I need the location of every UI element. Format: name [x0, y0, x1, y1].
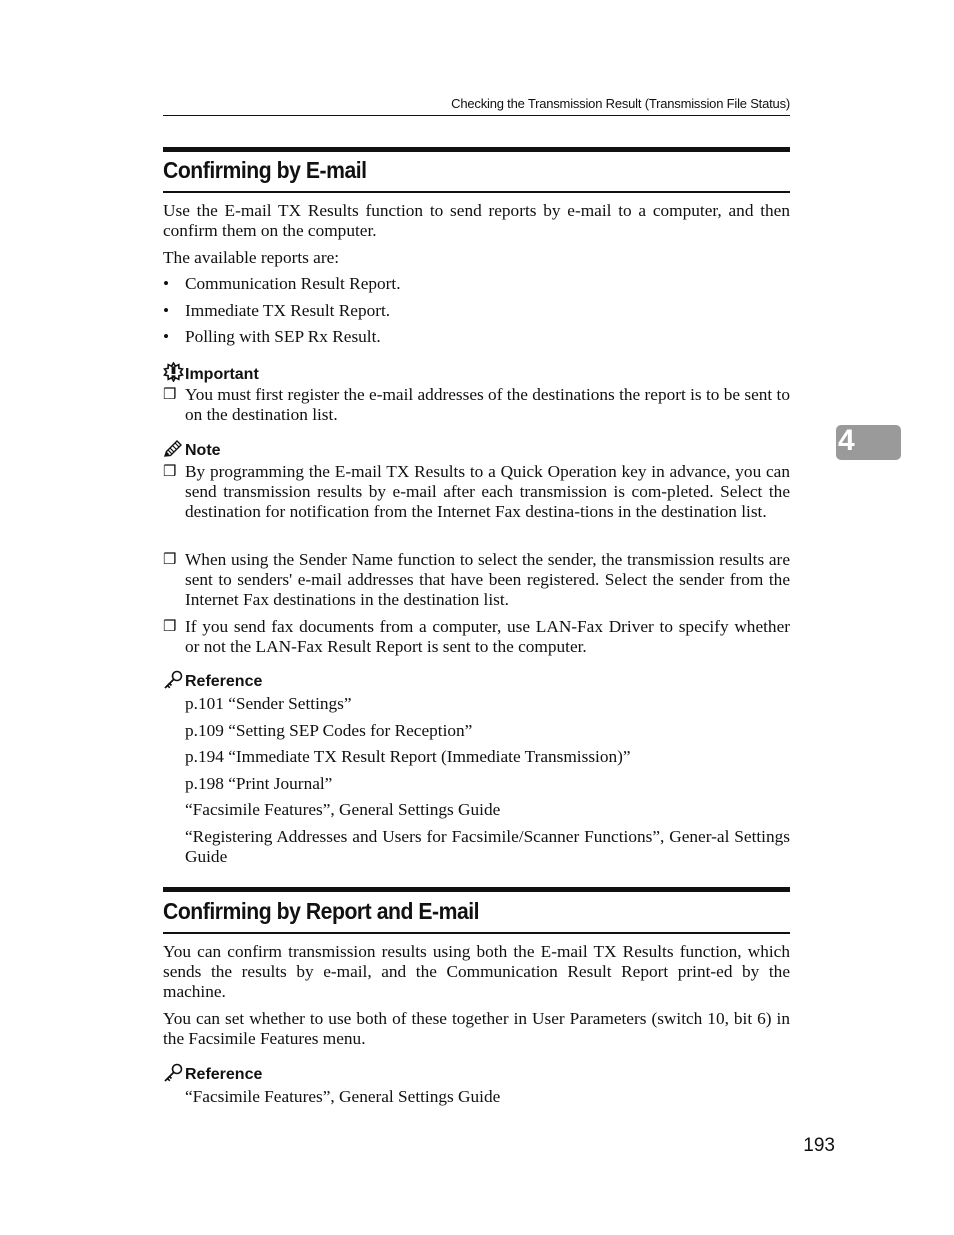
bullet-glyph: • — [163, 301, 170, 320]
note-item: When using the Sender Name function to select the sender, the transmission results are sent to senders' e-mail addresses that have been registered. Select the sender from the Internet Fax destinations in the destination list. — [185, 550, 790, 609]
intro-paragraph: Use the E-mail TX Results function to send reports by e-mail to a computer, and then confirm them on the computer. — [163, 201, 790, 240]
key-icon — [163, 670, 184, 694]
reference-label: Reference — [185, 1066, 263, 1083]
chapter-number: 4 — [838, 424, 855, 457]
list-item: Communication Result Report. — [185, 274, 401, 293]
section-title: Confirming by Report and E-mail — [163, 898, 480, 924]
section-rule — [163, 932, 790, 934]
running-header: Checking the Transmission Result (Transmission File Status) — [451, 96, 790, 111]
section-title: Confirming by E-mail — [163, 157, 367, 183]
reference-heading — [163, 1063, 262, 1087]
body-paragraph: You can confirm transmission results using both the E-mail TX Results function, which sends the results by e-mail, and the Communication Result Report print-ed by the machine. — [163, 942, 790, 1001]
important-heading — [163, 362, 259, 387]
checkbox-glyph: ❒ — [163, 387, 177, 403]
note-item: By programming the E-mail TX Results to a Quick Operation key in advance, you can send transmission results by e-mail after each transmission is com-pleted. Select the destination for notification from the Internet Fax destina-tions in the destination list. — [185, 462, 790, 521]
important-icon — [163, 362, 184, 387]
reference-heading — [163, 670, 262, 694]
list-item: Immediate TX Result Report. — [185, 301, 391, 320]
reference-item: “Registering Addresses and Users for Facsimile/Scanner Functions”, Gener-al Settings Guide — [185, 827, 790, 866]
important-item: You must first register the e-mail addresses of the destinations the report is to be sent to on the destination list. — [185, 385, 790, 424]
section-bar — [163, 147, 790, 152]
list-item: Polling with SEP Rx Result. — [185, 327, 381, 346]
section-bar — [163, 887, 790, 892]
reference-item: “Facsimile Features”, General Settings Guide — [185, 800, 501, 819]
reference-item: p.109 “Setting SEP Codes for Reception” — [185, 721, 473, 740]
header-rule — [163, 115, 790, 116]
note-item: If you send fax documents from a computer, use LAN-Fax Driver to specify whether or not the LAN-Fax Result Report is sent to the computer. — [185, 617, 790, 656]
bullet-glyph: • — [163, 327, 170, 346]
section-rule — [163, 191, 790, 193]
checkbox-glyph: ❒ — [163, 464, 177, 480]
reference-item: p.101 “Sender Settings” — [185, 694, 352, 713]
reference-item: “Facsimile Features”, General Settings Guide — [185, 1087, 501, 1106]
note-label: Note — [185, 442, 221, 459]
reports-lead: The available reports are: — [163, 248, 340, 267]
checkbox-glyph: ❒ — [163, 552, 177, 568]
reference-item: p.198 “Print Journal” — [185, 774, 333, 793]
bullet-glyph: • — [163, 274, 170, 293]
checkbox-glyph: ❒ — [163, 619, 177, 635]
note-heading — [163, 439, 221, 463]
pencil-icon — [163, 439, 184, 463]
key-icon — [163, 1063, 184, 1087]
reference-label: Reference — [185, 673, 263, 690]
reference-item: p.194 “Immediate TX Result Report (Immediate Transmission)” — [185, 747, 631, 766]
important-label: Important — [185, 366, 259, 383]
body-paragraph: You can set whether to use both of these together in User Parameters (switch 10, bit 6) in the Facsimile Features menu. — [163, 1009, 790, 1048]
page-number: 193 — [803, 1135, 835, 1156]
